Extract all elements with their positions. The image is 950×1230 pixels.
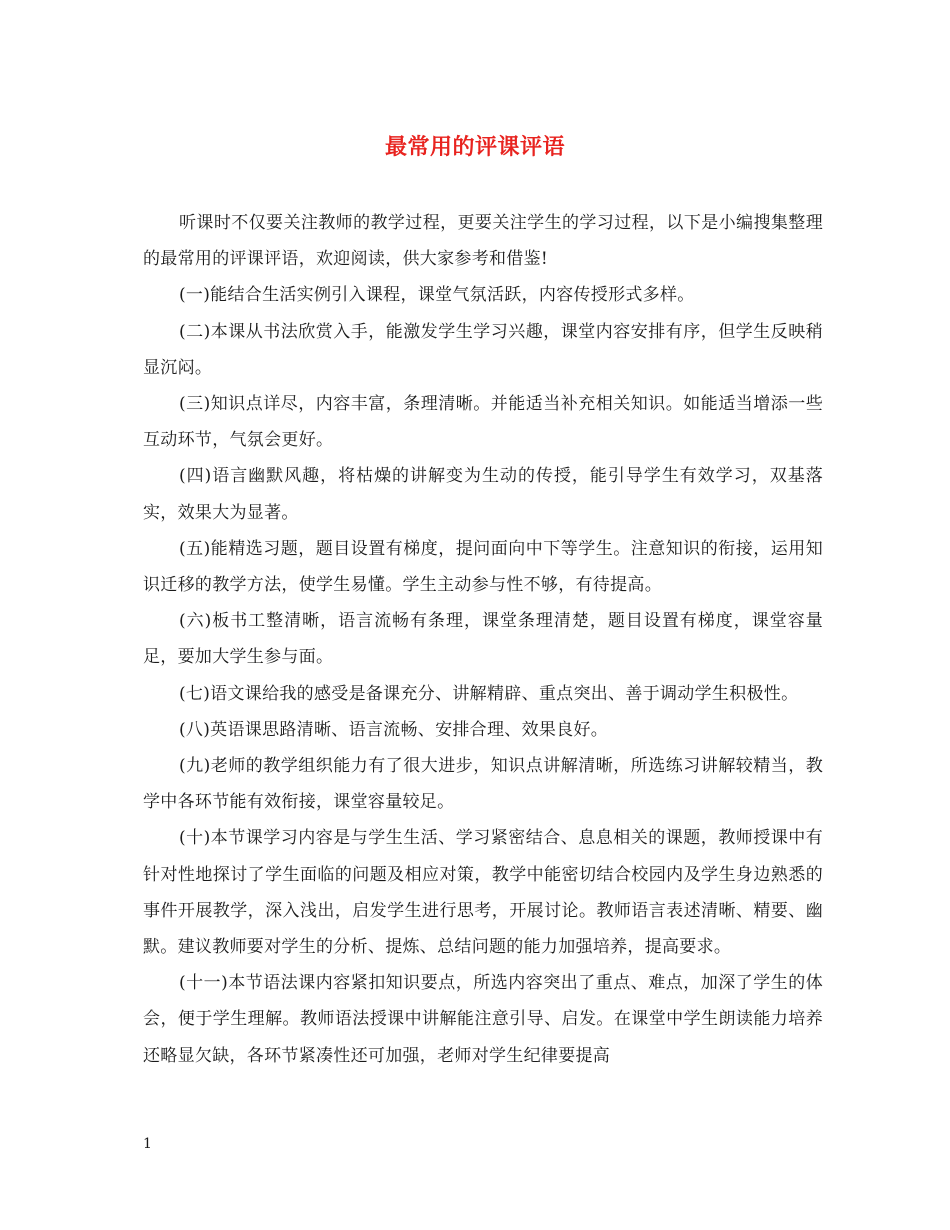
comment-paragraph-1: (一)能结合生活实例引入课程，课堂气氛活跃，内容传授形式多样。 <box>179 285 695 306</box>
intro-paragraph: 听课时不仅要关注教师的教学过程，更要关注学生的学习过程，以下是小编搜集整理的最常用的评课评语，欢迎阅读，供大家参考和借鉴! <box>143 213 823 270</box>
comment-paragraph-10: (十)本节课学习内容是与学生生活、学习紧密结合、息息相关的课题，教师授课中有针对性地探讨了学生面临的问题及相应对策，教学中能密切结合校园内及学生身边熟悉的事件开展教学，深入浅出，启发学生进行思考，开展讨论。教师语言表述清晰、精要、幽默。建议教师要对学生的分析、提炼、总结问题的能力加强培养，提高要求。 <box>143 828 823 958</box>
comment-paragraph-8: (八)英语课思路清晰、语言流畅、安排合理、效果良好。 <box>179 719 609 740</box>
comment-paragraph-7: (七)语文课给我的感受是备课充分、讲解精辟、重点突出、善于调动学生积极性。 <box>179 683 799 704</box>
comment-paragraph-5: (五)能精选习题，题目设置有梯度，提问面向中下等学生。注意知识的衔接，运用知识迁移的教学方法，使学生易懂。学生主动参与性不够，有待提高。 <box>143 538 823 596</box>
comment-paragraph-3: (三)知识点详尽，内容丰富，条理清晰。并能适当补充相关知识。如能适当增添一些互动环节，气氛会更好。 <box>143 394 823 451</box>
page-number: 1 <box>143 1136 152 1152</box>
comment-paragraph-9: (九)老师的教学组织能力有了很大进步，知识点讲解清晰，所选练习讲解较精当，教学中各环节能有效衔接，课堂容量较足。 <box>143 756 823 813</box>
comment-paragraph-4: (四)语言幽默风趣，将枯燥的讲解变为生动的传授，能引导学生有效学习，双基落实，效果大为显著。 <box>143 466 823 523</box>
document-body <box>143 205 823 1074</box>
comment-paragraph-6: (六)板书工整清晰，语言流畅有条理，课堂条理清楚，题目设置有梯度，课堂容量足，要加大学生参与面。 <box>143 611 823 668</box>
comment-paragraph-2: (二)本课从书法欣赏入手，能激发学生学习兴趣，课堂内容安排有序，但学生反映稍显沉闷。 <box>143 321 823 378</box>
document-title: 最常用的评课评语 <box>384 134 565 160</box>
comment-paragraph-11: (十一)本节语法课内容紧扣知识要点，所选内容突出了重点、难点，加深了学生的体会，便于学生理解。教师语法授课中讲解能注意引导、启发。在课堂中学生朗读能力培养还略显欠缺，各环节紧凑性还可加强，老师对学生纪律要提高 <box>143 973 823 1066</box>
